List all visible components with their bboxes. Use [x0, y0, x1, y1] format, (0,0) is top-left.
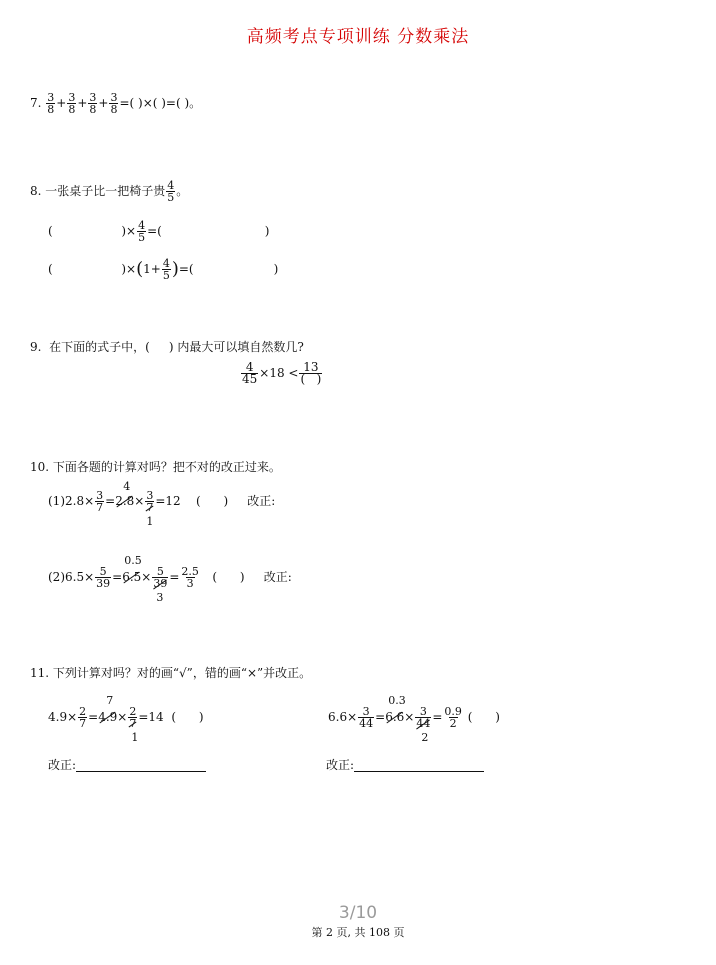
- fraction-4-5: $\frac{4}{5}$: [167, 179, 175, 204]
- question-11: 11. 下列计算对吗？对的画“√”，错的画“×”并改正。: [30, 666, 312, 680]
- fraction-2.5-3: $\frac{2.5}{3}$: [181, 565, 199, 590]
- q10-part-2: (2)6.5× $\frac{5}{39}$ = 0.5 6.5× 5 39 3 = $\frac{2.5}{3}$ ( ) 改正:: [48, 554, 292, 604]
- q11-problem-b: 6.6× $\frac{3}{44}$ = 0.3 6.6× 3 44 2 = $\frac{0.9}{2}$ ( ): [328, 694, 500, 744]
- fraction-4-5: $\frac{4}{5}$: [138, 219, 146, 244]
- question-10: 10. 下面各题的计算对吗？把不对的改正过来。: [30, 460, 281, 474]
- cancelled-fraction-2-7: 2 7 1: [129, 705, 139, 744]
- q11-correction-b: 改正:: [326, 758, 484, 772]
- fraction-13-blank: $\frac{13}{( )}$: [300, 360, 322, 386]
- cancelled-2.8: 4 2.8: [115, 480, 135, 508]
- q11-correction-a: 改正:: [48, 758, 206, 772]
- q7-number: 7.: [30, 96, 42, 110]
- fraction-5-39: $\frac{5}{39}$: [96, 565, 111, 590]
- fraction-3-8: $\frac{3}{8}$: [47, 91, 55, 116]
- cancelled-fraction-5-39: 5 39 3: [153, 565, 168, 604]
- fraction-3-7: $\frac{3}{7}$: [96, 489, 104, 514]
- cancelled-fraction-3-44: 3 44 2: [416, 705, 431, 744]
- q7-answer-blanks: =( )×( )=( )。: [119, 96, 202, 110]
- q10-part-1: (1)2.8× $\frac{3}{7}$ = 4 2.8× 3 7 1 =12 ( ) 改正:: [48, 480, 276, 528]
- question-7: 7. $\frac{3}{8}$ + $\frac{3}{8}$ + $\frac{3}{8}$ + $\frac{3}{8}$ =( )×( )=( )。: [30, 91, 202, 116]
- q9-inequality: $\frac{4}{45}$ ×18 < $\frac{13}{( )}$: [242, 360, 322, 386]
- fraction-3-8: $\frac{3}{8}$: [68, 91, 76, 116]
- fraction-3-8: $\frac{3}{8}$: [89, 91, 97, 116]
- cancelled-6.5: 0.5 6.5: [122, 554, 142, 584]
- cancelled-fraction-3-7: 3 7 1: [146, 489, 154, 528]
- answer-line[interactable]: [354, 759, 484, 772]
- page-title: 高频考点专项训练 分数乘法: [246, 27, 470, 47]
- question-9: 9. 在下面的式子中，( ) 内最大可以填自然数几?: [30, 340, 304, 354]
- fraction-3-8: $\frac{3}{8}$: [110, 91, 118, 116]
- fraction-2-7: $\frac{2}{7}$: [79, 705, 87, 730]
- q11-problem-a: 4.9× $\frac{2}{7}$ = 7 4.9× 2 7 1 =14 ( ): [48, 694, 204, 744]
- fraction-3-44: $\frac{3}{44}$: [359, 705, 374, 730]
- page-footer: 第 2 页, 共 108 页: [311, 926, 405, 939]
- answer-line[interactable]: [76, 759, 206, 772]
- question-8: 8. 一张桌子比一把椅子贵 $\frac{4}{5}$ 。: [30, 179, 189, 204]
- page-indicator: 3/10: [338, 903, 378, 923]
- fraction-4-45: $\frac{4}{45}$: [242, 360, 258, 386]
- fraction-0.9-2: $\frac{0.9}{2}$: [444, 705, 462, 730]
- q8-equation-row-1: ( )× $\frac{4}{5}$ =( ): [48, 219, 270, 244]
- cancelled-6.6: 0.3 6.6: [385, 694, 406, 724]
- cancelled-4.9: 7 4.9: [98, 694, 118, 724]
- fraction-4-5: $\frac{4}{5}$: [162, 257, 170, 282]
- q8-equation-row-2: ( )×(1+ $\frac{4}{5}$ )=( ): [48, 257, 279, 282]
